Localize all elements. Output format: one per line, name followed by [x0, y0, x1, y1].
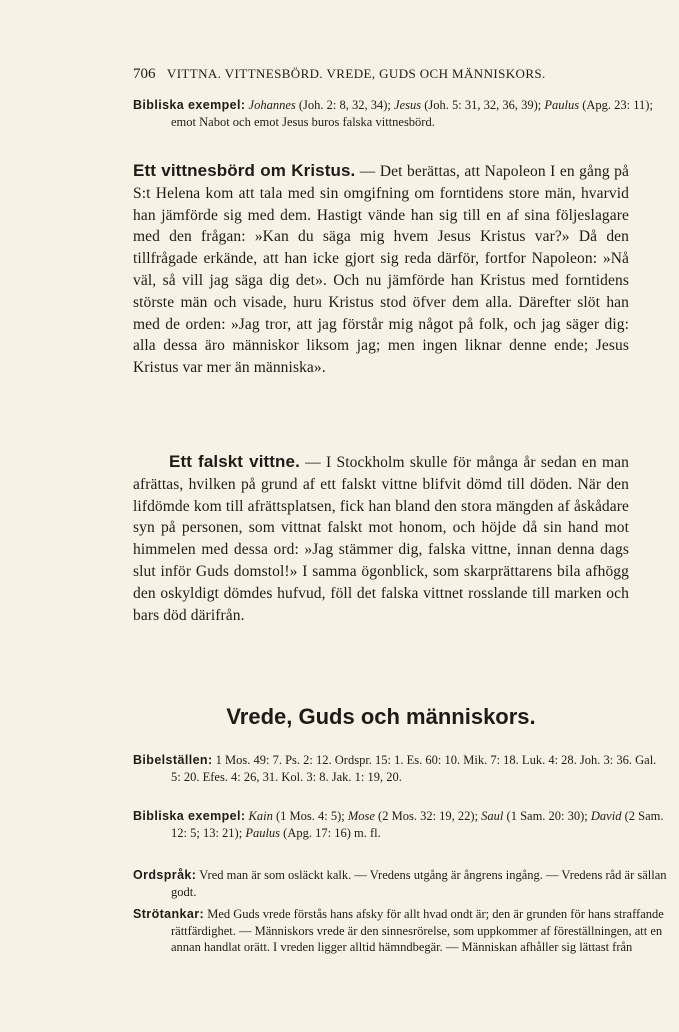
bibliska-ref-1: (1 Mos. 4: 5); — [275, 809, 345, 823]
intro-ref1: (Joh. 2: 8, 32, 34); — [298, 98, 391, 112]
ordsprak-text: Vred man är som osläckt kalk. — Vredens utgång är ångrens ingång. — Vredens råd är sällan godt. — [171, 868, 667, 899]
section2-text: — I Stockholm skulle för många år sedan en man afrättas, hvilken på grund af ett falskt vittne blifvit dömd till döden. När den lifdömde kom till afrättsplatsen, fick han bland den stora mängden af åskådare syn på personen, som vittnat falskt mot honom, och höjde då sin hand mot himmelen med dessa ord: »Jag stämmer dig, falska vittne, innan denna dags slut inför Guds domstol!» I samma ögonblick, som skarprättarens bila afhögg den oskyldigt dömdes hufvud, föll det falska vittnet rosslande till marken och bars död därifrån. — [133, 454, 629, 624]
bibelstallen-label: Bibelställen: — [133, 753, 213, 767]
intro-biblical-examples — [133, 97, 667, 130]
intro-ref3: (Apg. 23: 11); emot Nabot och emot Jesus buros falska vittnesbörd. — [171, 98, 653, 129]
biblical-examples — [133, 808, 667, 841]
bibliska-ref-2: (2 Mos. 32: 19, 22); — [378, 809, 479, 823]
bibliska-name-2: Mose — [347, 809, 375, 823]
bibliska-label: Bibliska exempel: — [133, 809, 246, 823]
section1-text: — Det berättas, att Napoleon I en gång på S:t Helena kom att tala med sin omgifning om forntidens store män, hvarvid han jämförde sig med dem. Hastigt vände han sig till en af sina följeslagare med den frågan: »Kan du säga mig hvem Jesus Kristus var?» Då den tillfrågade erkände, att han icke gjort sig reda därför, fortfor Napoleon: »Nå väl, så vill jag säga dig det». Och nu jämförde han Kristus med forntidens störste män och visade, huru Kristus stod öfver dem alla. Därefter slöt han med de orden: »Jag tror, att jag förstår mig något på folk, och jag säger dig: alla dessa äro människor liksom jag; men ingen liknar denne ende; Jesus Kristus var mer än människa». — [133, 163, 629, 377]
bibliska-name-1: Kain — [248, 809, 273, 823]
proverbs — [133, 867, 667, 900]
bibliska-ref-4: (2 Sam. 12: 5; 13: 21); — [171, 809, 664, 840]
running-header — [133, 66, 633, 83]
intro-ref3-name: Paulus — [544, 98, 580, 112]
bibliska-name-3: Saul — [481, 809, 504, 823]
scattered-thoughts — [133, 906, 667, 956]
strotankar-label: Strötankar: — [133, 907, 205, 921]
section-false-witness — [133, 451, 629, 626]
intro-ref2-name: Jesus — [394, 98, 422, 112]
running-title: VITTNA. VITTNESBÖRD. VREDE, GUDS OCH MÄNNISKORS. — [166, 66, 546, 81]
page-number: 706 — [133, 66, 156, 82]
intro-ref1-name: Johannes — [248, 98, 296, 112]
bibliska-name-5: Paulus — [245, 825, 281, 840]
intro-ref2: (Joh. 5: 31, 32, 36, 39); — [424, 98, 542, 112]
chapter-title: Vrede, Guds och människors. — [226, 704, 536, 729]
bible-passages — [133, 752, 667, 785]
bibliska-name-4: David — [590, 809, 622, 823]
ordsprak-label: Ordspråk: — [133, 868, 197, 882]
section1-heading: Ett vittnesbörd om Kristus. — [133, 161, 356, 180]
bibelstallen-text: 1 Mos. 49: 7. Ps. 2: 12. Ordspr. 15: 1. Es. 60: 10. Mik. 7: 18. Luk. 4: 28. Joh. 3: 36. Gal. 5: 20. Efes. 4: 26, 31. Kol. 3: 8. Jak. 1: 19, 20. — [171, 753, 657, 784]
bibliska-ref-3: (1 Sam. 20: 30); — [506, 809, 588, 823]
section-testimony-christ — [133, 160, 629, 379]
strotankar-text: Med Guds vrede förstås hans afsky för allt hvad ondt är; den är grunden för hans straffande rättfärdighet. — Människors vrede är den sinnesrörelse, som uppkommer af föreställningen, att en annan handlat orätt. I vreden ligger alltid hämndbegär. — Människan afhåller sig lättast från — [171, 907, 664, 954]
section2-heading: Ett falskt vittne. — [169, 452, 300, 471]
bibliska-ref-5: (Apg. 17: 16) m. fl. — [283, 825, 381, 840]
intro-examples-label: Bibliska exempel: — [133, 98, 246, 112]
